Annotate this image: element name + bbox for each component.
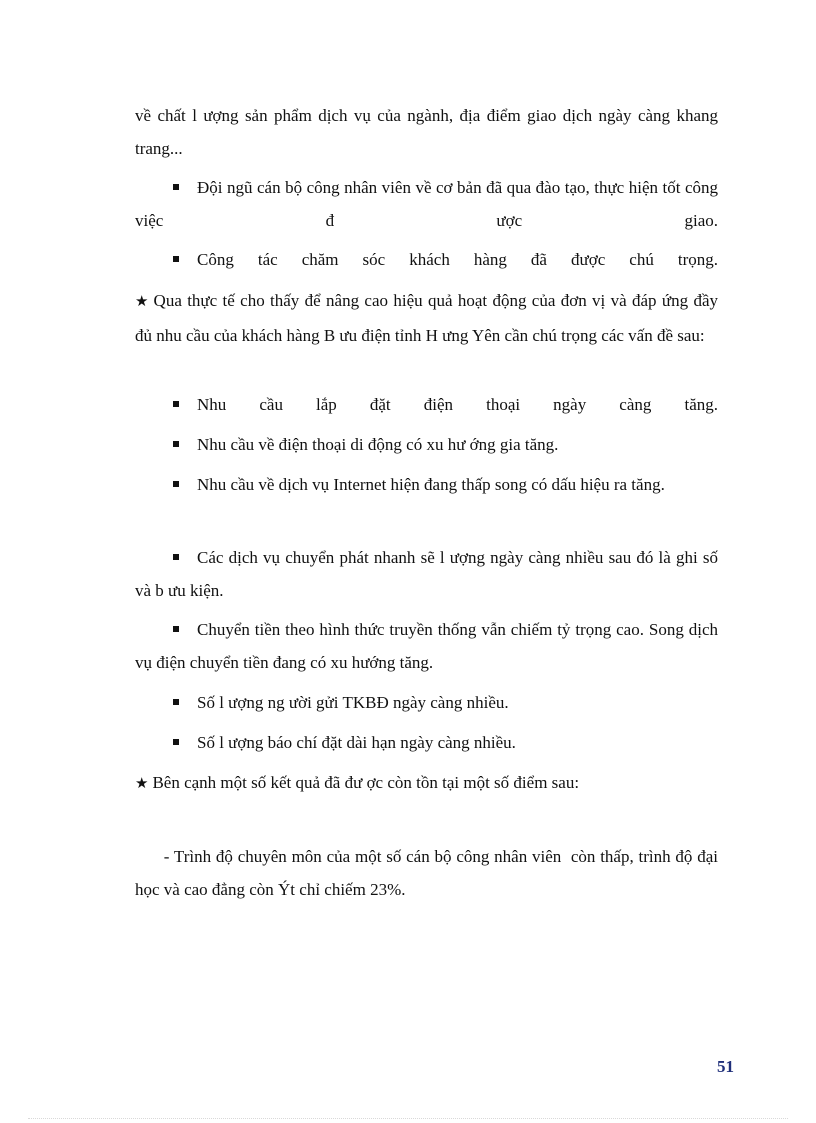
paragraph-text: Nhu cầu về điện thoại di động có xu hư ớng gia tăng. — [197, 435, 559, 454]
paragraph-text: về chất l ượng sản phẩm dịch vụ của ngành, địa điểm giao dịch ngày càng khang trang... — [135, 106, 718, 158]
square-bullet-icon — [173, 739, 179, 745]
paragraph-continuation — [135, 99, 718, 165]
square-bullet-icon — [173, 256, 179, 262]
square-bullet-icon — [173, 401, 179, 407]
paragraph-text: Số l ượng báo chí đặt dài hạn ngày càng nhiều. — [197, 733, 516, 752]
square-bullet-icon — [173, 626, 179, 632]
paragraph-text: Nhu cầu về dịch vụ Internet hiện đang thấp song có dấu hiệu ra tăng. — [197, 475, 665, 494]
bullet-item-internet-demand — [135, 468, 718, 501]
bullet-item-staff-training — [135, 171, 718, 237]
bullet-item-newspaper-subscriptions — [135, 726, 718, 759]
dash-item-staff-qualification — [135, 807, 723, 939]
star-icon: ★ — [135, 294, 150, 310]
bullet-item-mobile-demand — [135, 428, 718, 461]
star-item-improvement-needs — [135, 284, 718, 352]
bullet-item-telephone-demand — [135, 388, 718, 421]
square-bullet-icon — [173, 441, 179, 447]
star-item-remaining-issues — [135, 766, 718, 801]
bullet-item-express-delivery — [135, 541, 718, 607]
paragraph-text: Số l ượng ng ười gửi TKBĐ ngày càng nhiều. — [197, 693, 509, 712]
square-bullet-icon — [173, 184, 179, 190]
paragraph-text: Công tác chăm sóc khách hàng đã được chú trọng. — [197, 250, 718, 269]
footer-dotted-rule — [28, 1118, 788, 1119]
bullet-item-customer-care — [135, 243, 718, 276]
paragraph-text: Các dịch vụ chuyển phát nhanh sẽ l ượng ngày càng nhiều sau đó là ghi số và b ưu kiện. — [135, 548, 718, 600]
paragraph-text: Đội ngũ cán bộ công nhân viên về cơ bản đã qua đào tạo, thực hiện tốt công việc đ ược giao. — [135, 178, 718, 230]
paragraph-text: Bên cạnh một số kết quả đã đư ợc còn tồn tại một số điểm sau: — [152, 773, 580, 792]
bullet-item-money-transfer — [135, 613, 718, 679]
square-bullet-icon — [173, 699, 179, 705]
square-bullet-icon — [173, 481, 179, 487]
star-icon: ★ — [135, 776, 149, 792]
paragraph-text: Nhu cầu lắp đặt điện thoại ngày càng tăng. — [197, 395, 718, 414]
paragraph-text: Chuyển tiền theo hình thức truyền thống vẫn chiếm tỷ trọng cao. Song dịch vụ điện chuyển tiền đang có xu hướng tăng. — [135, 620, 718, 672]
paragraph-text: Qua thực tế cho thấy để nâng cao hiệu quả hoạt động của đơn vị và đáp ứng đầy đủ nhu cầu của khách hàng B ưu điện tỉnh H ưng Yên cần chú trọng các vấn đề sau: — [135, 291, 718, 345]
bullet-item-savings-senders — [135, 686, 718, 719]
page-number: 51 — [717, 1057, 734, 1076]
square-bullet-icon — [173, 554, 179, 560]
paragraph-text: - Trình độ chuyên môn của một số cán bộ công nhân viên còn thấp, trình độ đại học và cao đẳng còn Ýt chỉ chiếm 23%. — [135, 847, 723, 899]
